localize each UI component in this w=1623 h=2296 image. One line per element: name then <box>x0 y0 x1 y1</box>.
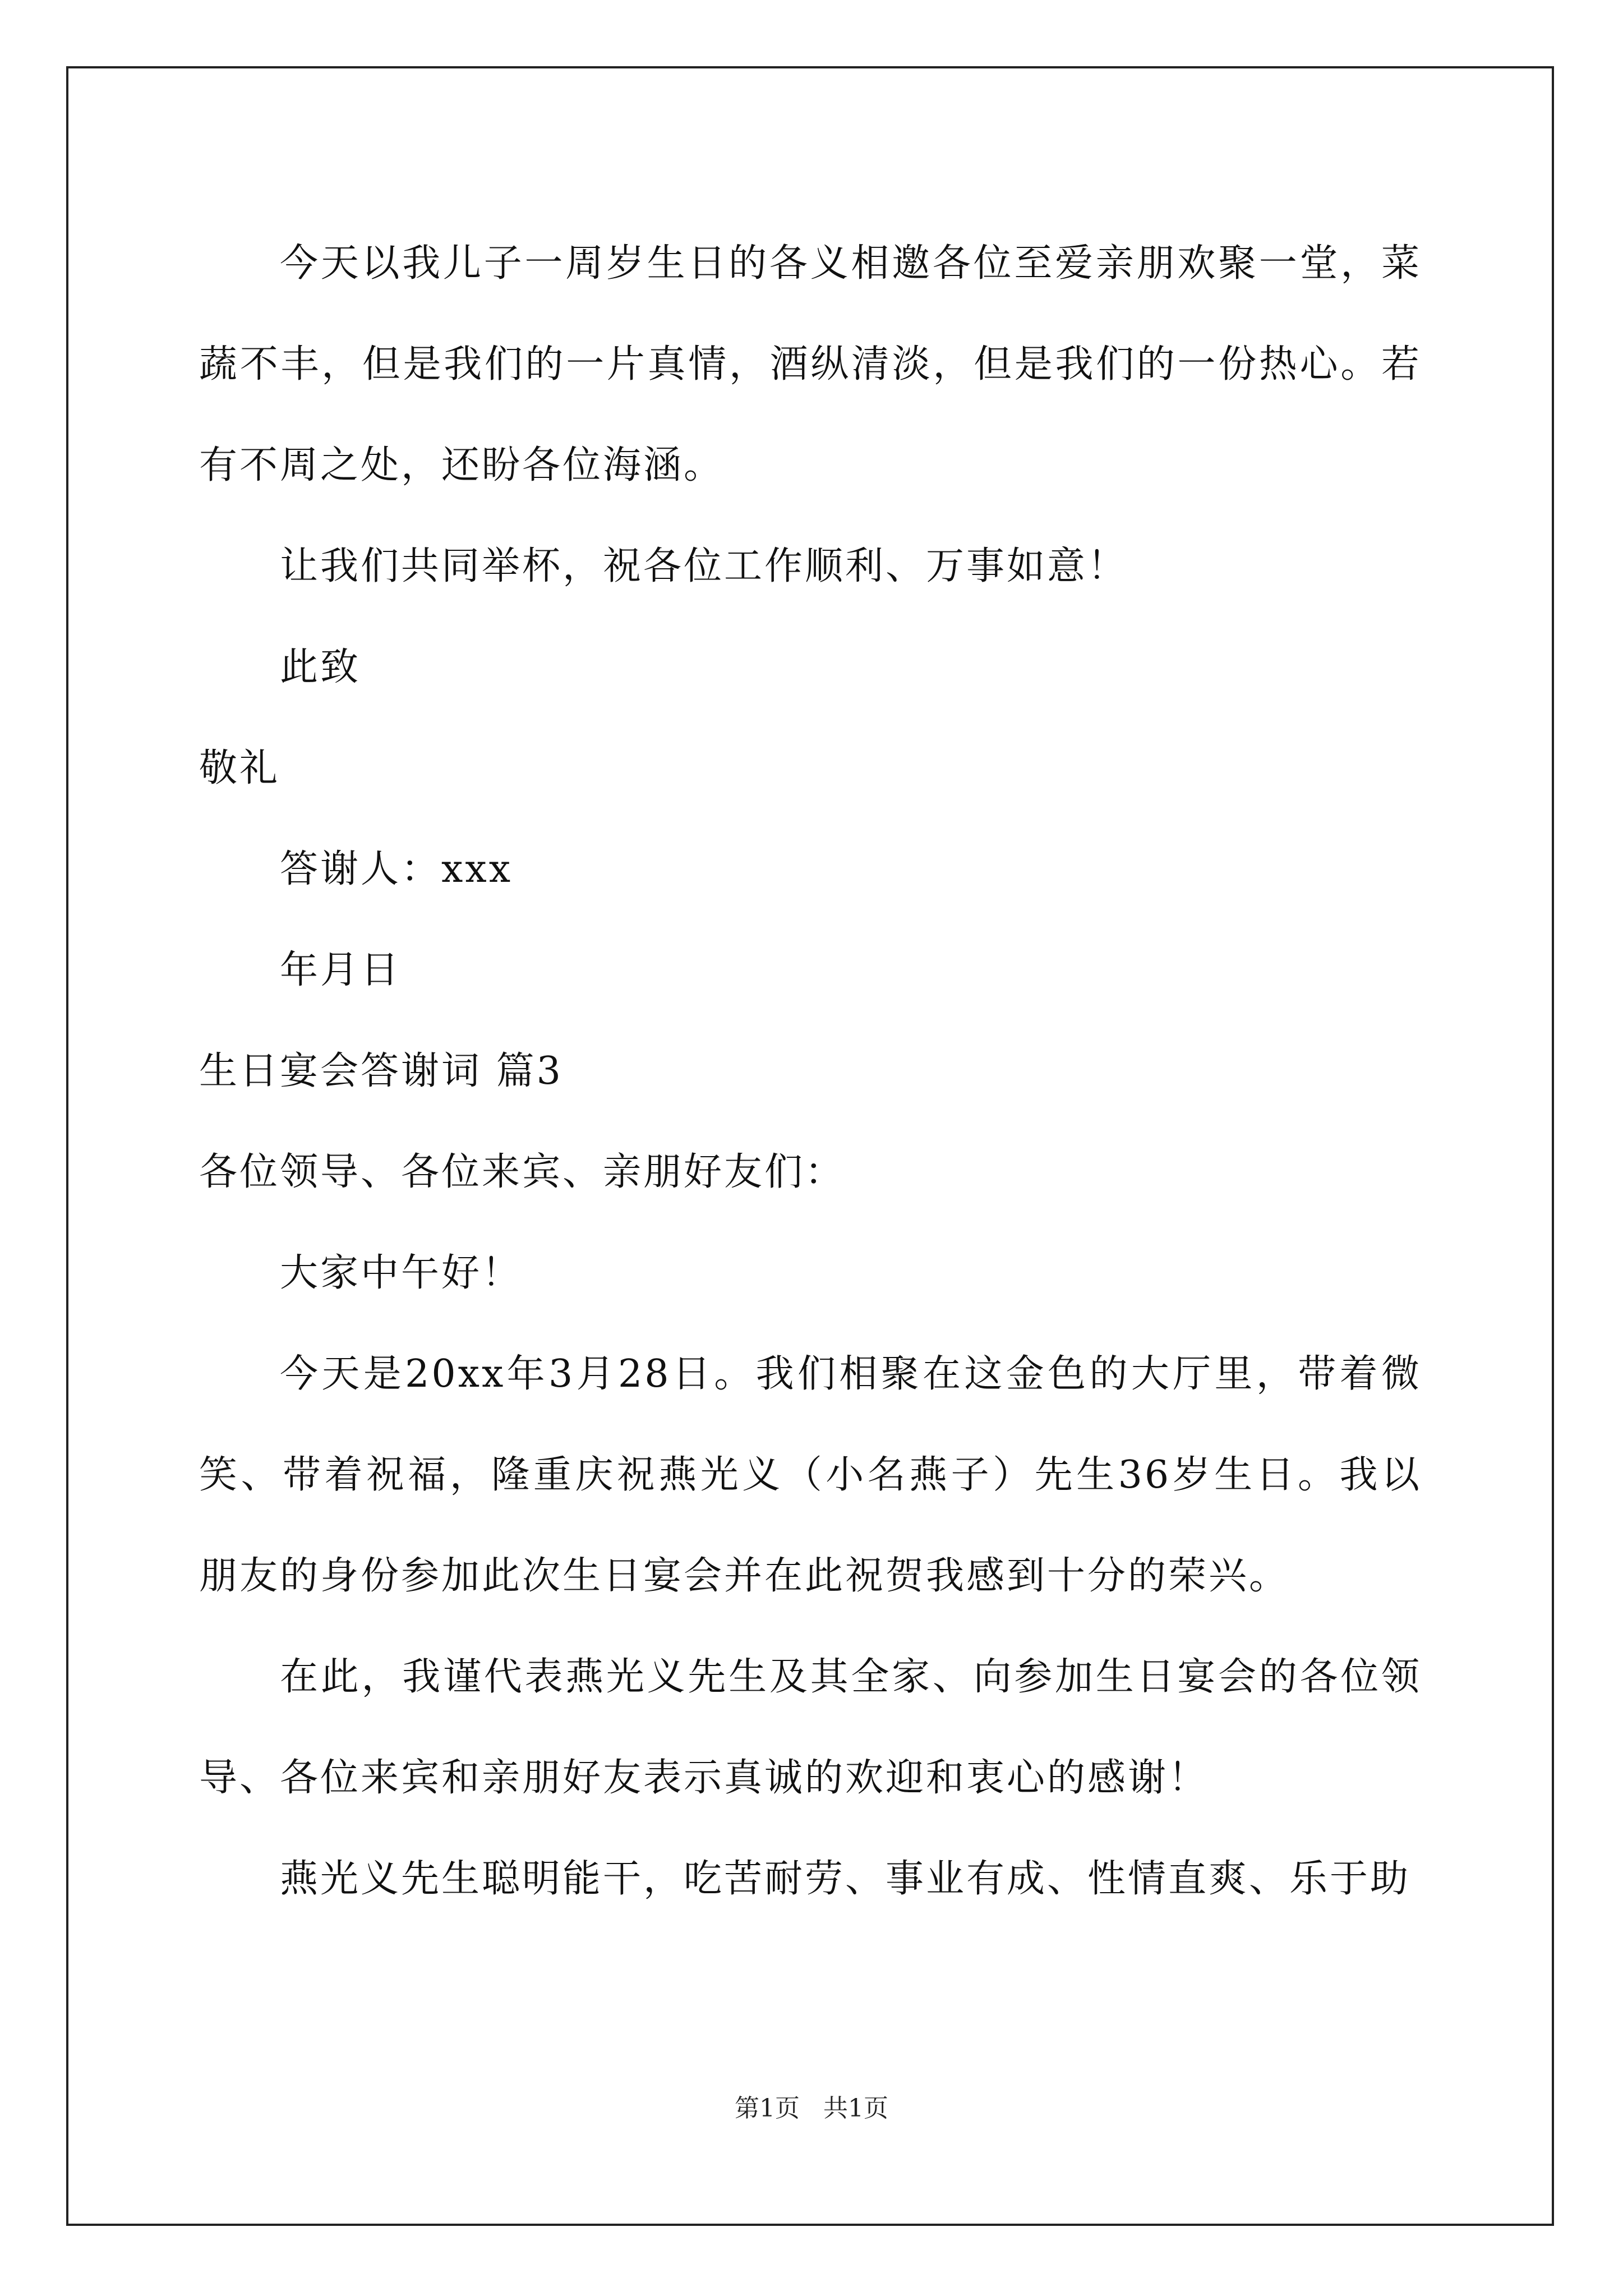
signer-line: 答谢人：xxx <box>280 847 513 891</box>
paragraph-2: 让我们共同举杯，祝各位工作顺利、万事如意！ <box>280 544 1128 588</box>
paragraph-date-intro: 今天是20xx年3月28日。我们相聚在这金色的大厅里，带着微笑、带着祝福，隆重庆祝燕光义（小名燕子）先生36岁生日。我以朋友的身份参加此次生日宴会并在此祝贺我感到十分的荣兴。 <box>199 1352 1422 1598</box>
closing-cizhi: 此致 <box>280 645 361 689</box>
greeting: 大家中午好！ <box>280 1251 523 1295</box>
document-body <box>199 213 1422 1930</box>
page-total: 共1页 <box>823 2094 888 2123</box>
paragraph-thanks: 在此，我谨代表燕光义先生及其全家、向参加生日宴会的各位领导、各位来宾和亲朋好友表示真诚的欢迎和衷心的感谢！ <box>199 1655 1422 1800</box>
salutation: 各位领导、各位来宾、亲朋好友们： <box>199 1150 846 1194</box>
section-heading: 生日宴会答谢词 篇3 <box>199 1049 563 1093</box>
paragraph-praise: 燕光义先生聪明能干，吃苦耐劳、事业有成、性情直爽、乐于助 <box>280 1857 1411 1901</box>
page-footer <box>0 2088 1623 2124</box>
closing-jingli: 敬礼 <box>199 746 280 790</box>
date-line: 年月日 <box>280 948 402 992</box>
page-number: 第1页 <box>735 2094 800 2123</box>
paragraph-1: 今天以我儿子一周岁生日的各义相邀各位至爱亲朋欢聚一堂，菜蔬不丰，但是我们的一片真情，酒纵清淡，但是我们的一份热心。若有不周之处，还盼各位海涵。 <box>199 241 1422 487</box>
